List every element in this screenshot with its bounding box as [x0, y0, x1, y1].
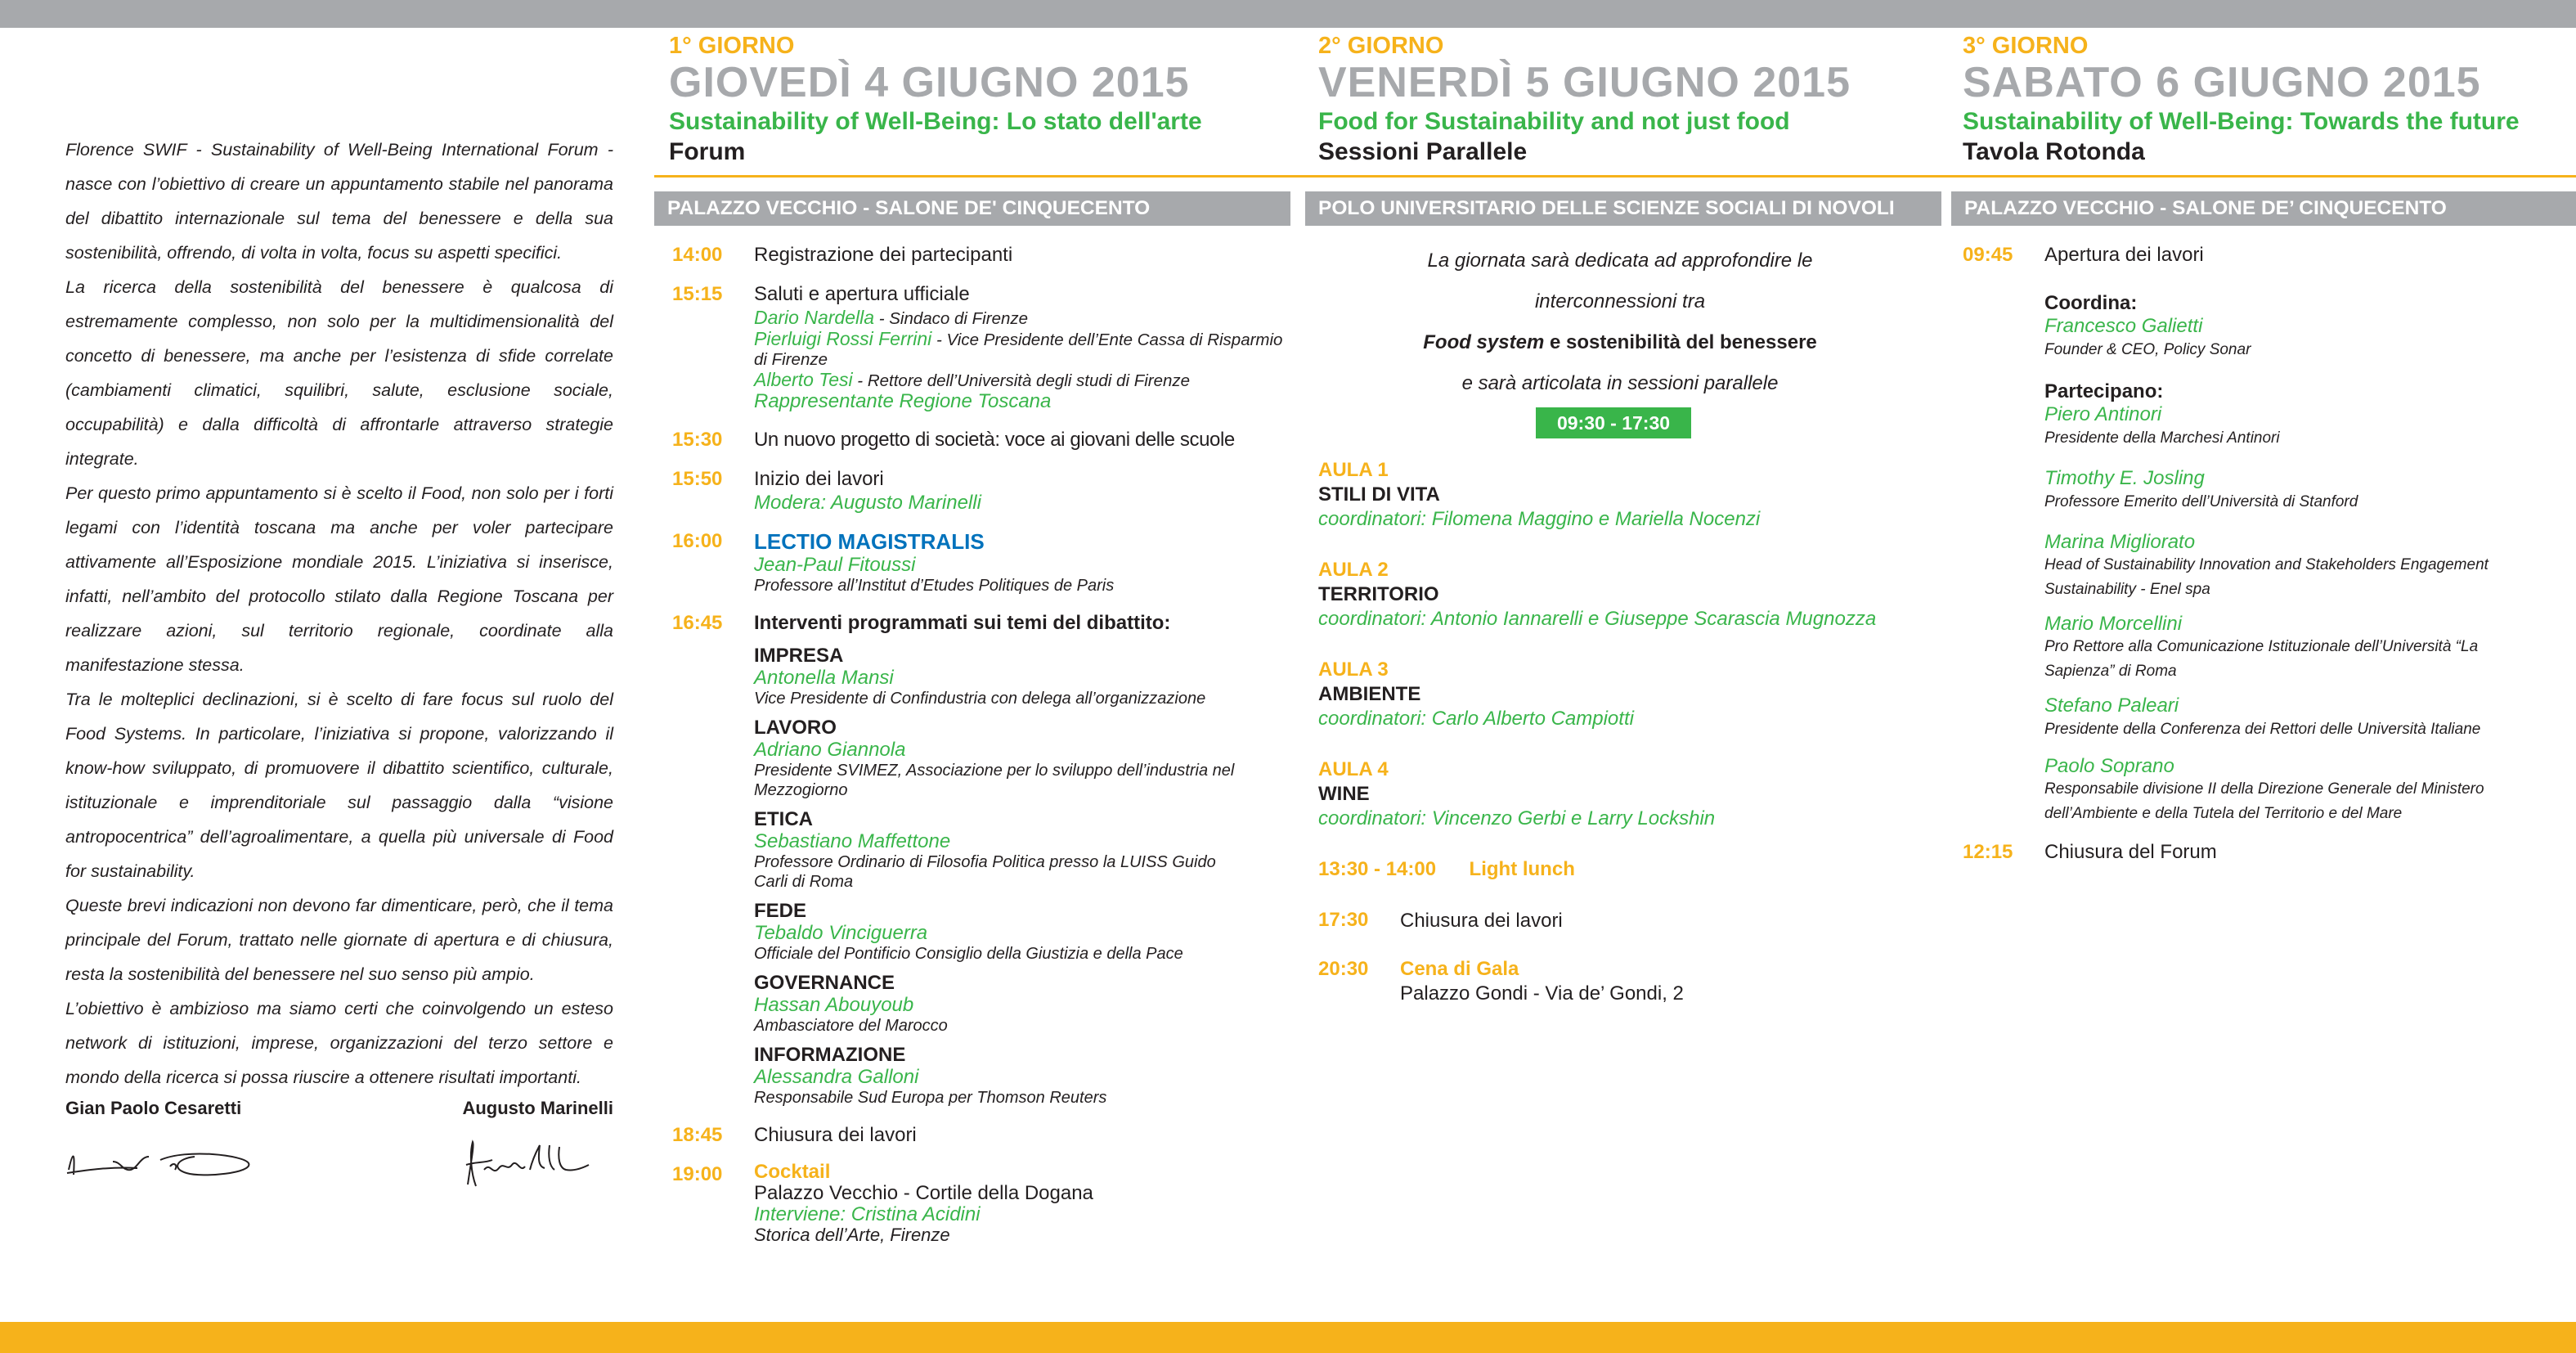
- day-format: Tavola Rotonda: [1963, 138, 2145, 165]
- speaker-role: Responsabile divisione II della Direzione Generale del Ministero dell’Ambiente e della Tutela del Territorio e del Mare: [2044, 780, 2484, 822]
- topic-title: FEDE: [754, 900, 807, 922]
- day-theme: Food for Sustainability and not just food: [1318, 108, 1790, 135]
- intro-paragraph: Florence SWIF - Sustainability of Well-Being International Forum - nasce con l’obiettivo di creare un appuntamento stabile nel panorama del dibattito internazionale sul tema del benessere e della sua sostenibilità, offrendo, di volta in volta, focus su aspetti specifici.: [65, 140, 613, 263]
- speaker-name: Antonella Mansi: [754, 667, 894, 689]
- time: 17:30: [1318, 909, 1369, 931]
- session-coordinators: coordinatori: Carlo Alberto Campiotti: [1318, 708, 1634, 730]
- day-format: Sessioni Parallele: [1318, 138, 1528, 165]
- time: 13:30 - 14:00: [1318, 858, 1437, 880]
- schedule-item: [672, 427, 1294, 453]
- participant: [2044, 404, 2568, 452]
- label: Cocktail: [754, 1161, 831, 1183]
- session-coordinators: coordinatori: Antonio Iannarelli e Giuseppe Scarascia Mugnozza: [1318, 608, 1877, 630]
- topic-title: LAVORO: [754, 717, 837, 739]
- time: 14:00: [672, 244, 723, 266]
- coordinator-label: Coordina:: [2044, 292, 2138, 314]
- schedule-item: [672, 281, 1294, 412]
- topic-title: ETICA: [754, 808, 813, 830]
- label: Apertura dei lavori: [2044, 244, 2204, 266]
- speaker-name: Adriano Giannola: [754, 739, 906, 761]
- session-room: [1318, 658, 1940, 731]
- description-line: e sarà articolata in sessioni parallele: [1461, 372, 1779, 394]
- time: 15:50: [672, 468, 723, 490]
- time: 19:00: [672, 1163, 723, 1185]
- label: Interventi programmati sui temi del dibattito:: [754, 612, 1171, 634]
- time: 15:15: [672, 283, 723, 305]
- day1-header: [669, 33, 1282, 167]
- speaker-name: Hassan Abouyoub: [754, 994, 914, 1016]
- speaker-name: Tebaldo Vinciguerra: [754, 922, 928, 944]
- speaker-name: Piero Antinori: [2044, 403, 2162, 425]
- session-room: [1318, 757, 1940, 831]
- speaker-role: Presidente SVIMEZ, Associazione per lo sviluppo dell’industria nel Mezzogiorno: [754, 762, 1235, 799]
- session-title: STILI DI VITA: [1318, 483, 1440, 506]
- session-title: WINE: [1318, 783, 1370, 805]
- session-coordinators: coordinatori: Vincenzo Gerbi e Larry Lockshin: [1318, 807, 1716, 829]
- topic: [754, 717, 1294, 800]
- speaker-role: Founder & CEO, Policy Sonar: [2044, 341, 2251, 358]
- day3-header: [1963, 33, 2576, 167]
- intro-paragraph: La ricerca della sostenibilità del benessere è qualcosa di estremamente complesso, non solo per la multidimensionalità del concetto di benessere, ma anche per l’esistenza di sfide correlate (cambiamenti climatici, squilibri, salute, esclusione sociale, occupabilità) e dalla difficoltà di affrontarle attraverso strategie integrate.: [65, 277, 613, 469]
- signature-marinelli: [460, 1137, 607, 1194]
- speaker-role: Responsabile Sud Europa per Thomson Reuters: [754, 1089, 1107, 1107]
- session-coordinators: coordinatori: Filomena Maggino e Mariella Nocenzi: [1318, 508, 1761, 530]
- speaker-role: - Sindaco di Firenze: [874, 309, 1029, 328]
- speaker-name: Alberto Tesi: [754, 369, 853, 390]
- gala-item: [1318, 957, 1940, 1005]
- day2-header: [1318, 33, 1932, 167]
- speaker-name: Paolo Soprano: [2044, 755, 2174, 777]
- topic: [754, 900, 1294, 964]
- schedule-item: [672, 1122, 1294, 1148]
- speaker-name: Pierluigi Rossi Ferrini: [754, 328, 932, 349]
- place: Palazzo Gondi - Via de’ Gondi, 2: [1400, 982, 1684, 1005]
- signatory-name: Augusto Marinelli: [462, 1098, 613, 1118]
- intro-paragraph: Tra le molteplici declinazioni, si è scelto di fare focus sul ruolo del Food Systems. In particolare, l’iniziativa si propone, valorizzando il know-how sviluppato, di promuovere il dibattito scientifico, culturale, istituzionale e imprenditoriale sul passaggio dalla “visione antropocentrica” dell’agroalimentare, a quella più universale di Food for sustainability.: [65, 690, 613, 881]
- topic: [754, 972, 1294, 1036]
- guest-role: Storica dell’Arte, Firenze: [754, 1225, 950, 1245]
- signature-cesaretti: [64, 1137, 257, 1186]
- day-date: VENERDÌ 5 GIUGNO 2015: [1318, 59, 1851, 106]
- close-item: [1318, 908, 1940, 933]
- speaker-role: Pro Rettore alla Comunicazione Istituzionale dell’Università “La Sapienza” di Roma: [2044, 638, 2479, 680]
- topic-title: IMPRESA: [754, 645, 844, 667]
- day1-schedule: [672, 242, 1294, 1245]
- schedule-item: [672, 242, 1294, 268]
- label: Registrazione dei partecipanti: [754, 244, 1013, 266]
- topic: [754, 808, 1294, 892]
- speaker-role: - Rettore dell’Università degli studi di Firenze: [852, 371, 1191, 390]
- speaker-role: - Vice Presidente dell’Ente Cassa di Risparmio di Firenze: [754, 330, 1283, 369]
- schedule-item: [1963, 242, 2568, 826]
- speaker-name: Jean-Paul Fitoussi: [754, 554, 916, 576]
- session-title: AMBIENTE: [1318, 683, 1421, 705]
- topic: [754, 1044, 1294, 1108]
- speaker-role: Presidente della Marchesi Antinori: [2044, 429, 2280, 447]
- bottom-band: [0, 1322, 2576, 1353]
- speaker-name: Marina Migliorato: [2044, 531, 2196, 553]
- topic-title: INFORMAZIONE: [754, 1044, 906, 1066]
- topic-title: GOVERNANCE: [754, 972, 895, 994]
- time: 16:00: [672, 530, 723, 552]
- day-format: Forum: [669, 138, 746, 165]
- speaker-name: Timothy E. Josling: [2044, 467, 2205, 489]
- label: Chiusura dei lavori: [754, 1124, 917, 1146]
- participant: [2044, 614, 2568, 684]
- header-rule: [654, 175, 2576, 178]
- label: Chiusura del Forum: [2044, 841, 2217, 863]
- room-label: AULA 3: [1318, 659, 1389, 681]
- speaker-role: Professore all’Institut d’Etudes Politiques de Paris: [754, 577, 1115, 595]
- day-date: SABATO 6 GIUGNO 2015: [1963, 59, 2481, 106]
- schedule-item: [672, 528, 1294, 596]
- label: Cena di Gala: [1400, 958, 1519, 980]
- label: LECTIO MAGISTRALIS: [754, 529, 985, 554]
- day-theme: Sustainability of Well-Being: Lo stato dell'arte: [669, 108, 1202, 135]
- participant: [2044, 532, 2568, 602]
- time: 09:45: [1963, 244, 2013, 266]
- schedule-item: [672, 1162, 1294, 1245]
- time: 15:30: [672, 429, 723, 451]
- intro-paragraph: Queste brevi indicazioni non devono far dimenticare, però, che il tema principale del Forum, trattato nelle giornate di apertura e di chiusura, resta la sostenibilità del benessere nel suo senso più ampio.: [65, 896, 613, 984]
- intro-paragraph: Per questo primo appuntamento si è scelto il Food, non solo per i forti legami con l’identità toscana ma anche per voler partecipare attivamente all’Esposizione mondiale 2015. L’iniziativa si inserisce, infatti, nell’ambito del protocollo stilato dalla Regione Toscana per realizzare azioni, sul territorio regionale, coordinate alla manifestazione stessa.: [65, 483, 613, 675]
- guest: Interviene: Cristina Acidini: [754, 1203, 981, 1225]
- room-label: AULA 4: [1318, 758, 1389, 780]
- room-label: AULA 2: [1318, 559, 1389, 581]
- speaker-role: Head of Sustainability Innovation and Stakeholders Engagement Sustainability - Enel spa: [2044, 556, 2488, 598]
- speaker-name: Mario Morcellini: [2044, 613, 2183, 635]
- participants-label: Partecipano:: [2044, 380, 2164, 402]
- session-title: TERRITORIO: [1318, 583, 1439, 605]
- speaker-name: Alessandra Galloni: [754, 1066, 919, 1088]
- participant: [2044, 756, 2568, 826]
- day-theme: Sustainability of Well-Being: Towards the future: [1963, 108, 2520, 135]
- speaker-role: Professore Emerito dell’Università di Stanford: [2044, 493, 2358, 510]
- session-room: [1318, 458, 1940, 532]
- label: Chiusura dei lavori: [1400, 910, 1563, 932]
- session-hours-badge: 09:30 - 17:30: [1536, 407, 1691, 438]
- label: Un nuovo progetto di società: voce ai giovani delle scuole: [754, 429, 1235, 451]
- day3-schedule: [1963, 242, 2568, 865]
- speaker-role: Ambasciatore del Marocco: [754, 1017, 948, 1035]
- day-date: GIOVEDÌ 4 GIUGNO 2015: [669, 59, 1190, 106]
- time: 20:30: [1318, 958, 1369, 980]
- top-band: [0, 0, 2576, 28]
- day-number: 1° GIORNO: [669, 33, 795, 59]
- lunch-item: [1318, 857, 1940, 882]
- schedule-item: [672, 466, 1294, 514]
- schedule-item: [672, 610, 1294, 1108]
- speaker-name: Stefano Paleari: [2044, 694, 2179, 717]
- day1-venue: PALAZZO VECCHIO - SALONE DE' CINQUECENTO: [654, 191, 1290, 226]
- description-line: e sostenibilità del benessere: [1544, 331, 1817, 353]
- day-number: 2° GIORNO: [1318, 33, 1444, 59]
- speaker-role: Professore Ordinario di Filosofia Politica presso la LUISS Guido Carli di Roma: [754, 853, 1216, 891]
- intro-paragraph: L’obiettivo è ambizioso ma siamo certi che coinvolgendo un esteso network di istituzioni, imprese, organizzazioni del terzo settore e mondo della ricerca si possa riuscire a ottenere risultati importanti.: [65, 999, 613, 1087]
- label: Light lunch: [1469, 858, 1575, 880]
- speaker-role: Officiale del Pontificio Consiglio della Giustizia e della Pace: [754, 945, 1183, 963]
- schedule-item: [1963, 839, 2568, 865]
- speaker-name: Sebastiano Maffettone: [754, 830, 951, 852]
- moderator: Modera: Augusto Marinelli: [754, 492, 981, 514]
- speaker-name: Rappresentante Regione Toscana: [754, 390, 1052, 412]
- signatory-name: Gian Paolo Cesaretti: [65, 1098, 242, 1118]
- label: Inizio dei lavori: [754, 468, 884, 490]
- label: Saluti e apertura ufficiale: [754, 283, 970, 305]
- description-line: interconnessioni tra: [1534, 290, 1706, 312]
- participant: [2044, 695, 2568, 743]
- speaker-name: Dario Nardella: [754, 307, 875, 328]
- day3-venue: PALAZZO VECCHIO - SALONE DE’ CINQUECENTO: [1951, 191, 2576, 226]
- time: 16:45: [672, 612, 723, 634]
- speaker-role: Vice Presidente di Confindustria con delega all’organizzazione: [754, 690, 1206, 708]
- time: 12:15: [1963, 841, 2013, 863]
- intro-text: [65, 133, 613, 1095]
- topic: [754, 645, 1294, 708]
- session-room: [1318, 558, 1940, 632]
- speaker-name: Francesco Galietti: [2044, 315, 2203, 337]
- day2-description: [1313, 240, 1927, 404]
- description-line: La giornata sarà dedicata ad approfondire le: [1427, 249, 1813, 272]
- place: Palazzo Vecchio - Cortile della Dogana: [754, 1182, 1093, 1204]
- description-emphasis: Food system: [1423, 331, 1545, 353]
- day2-venue: POLO UNIVERSITARIO DELLE SCIENZE SOCIALI DI NOVOLI: [1305, 191, 1941, 226]
- speaker-role: Presidente della Conferenza dei Rettori delle Università Italiane: [2044, 721, 2481, 738]
- room-label: AULA 1: [1318, 459, 1389, 481]
- participant: [2044, 468, 2568, 515]
- time: 18:45: [672, 1124, 723, 1146]
- day-number: 3° GIORNO: [1963, 33, 2089, 59]
